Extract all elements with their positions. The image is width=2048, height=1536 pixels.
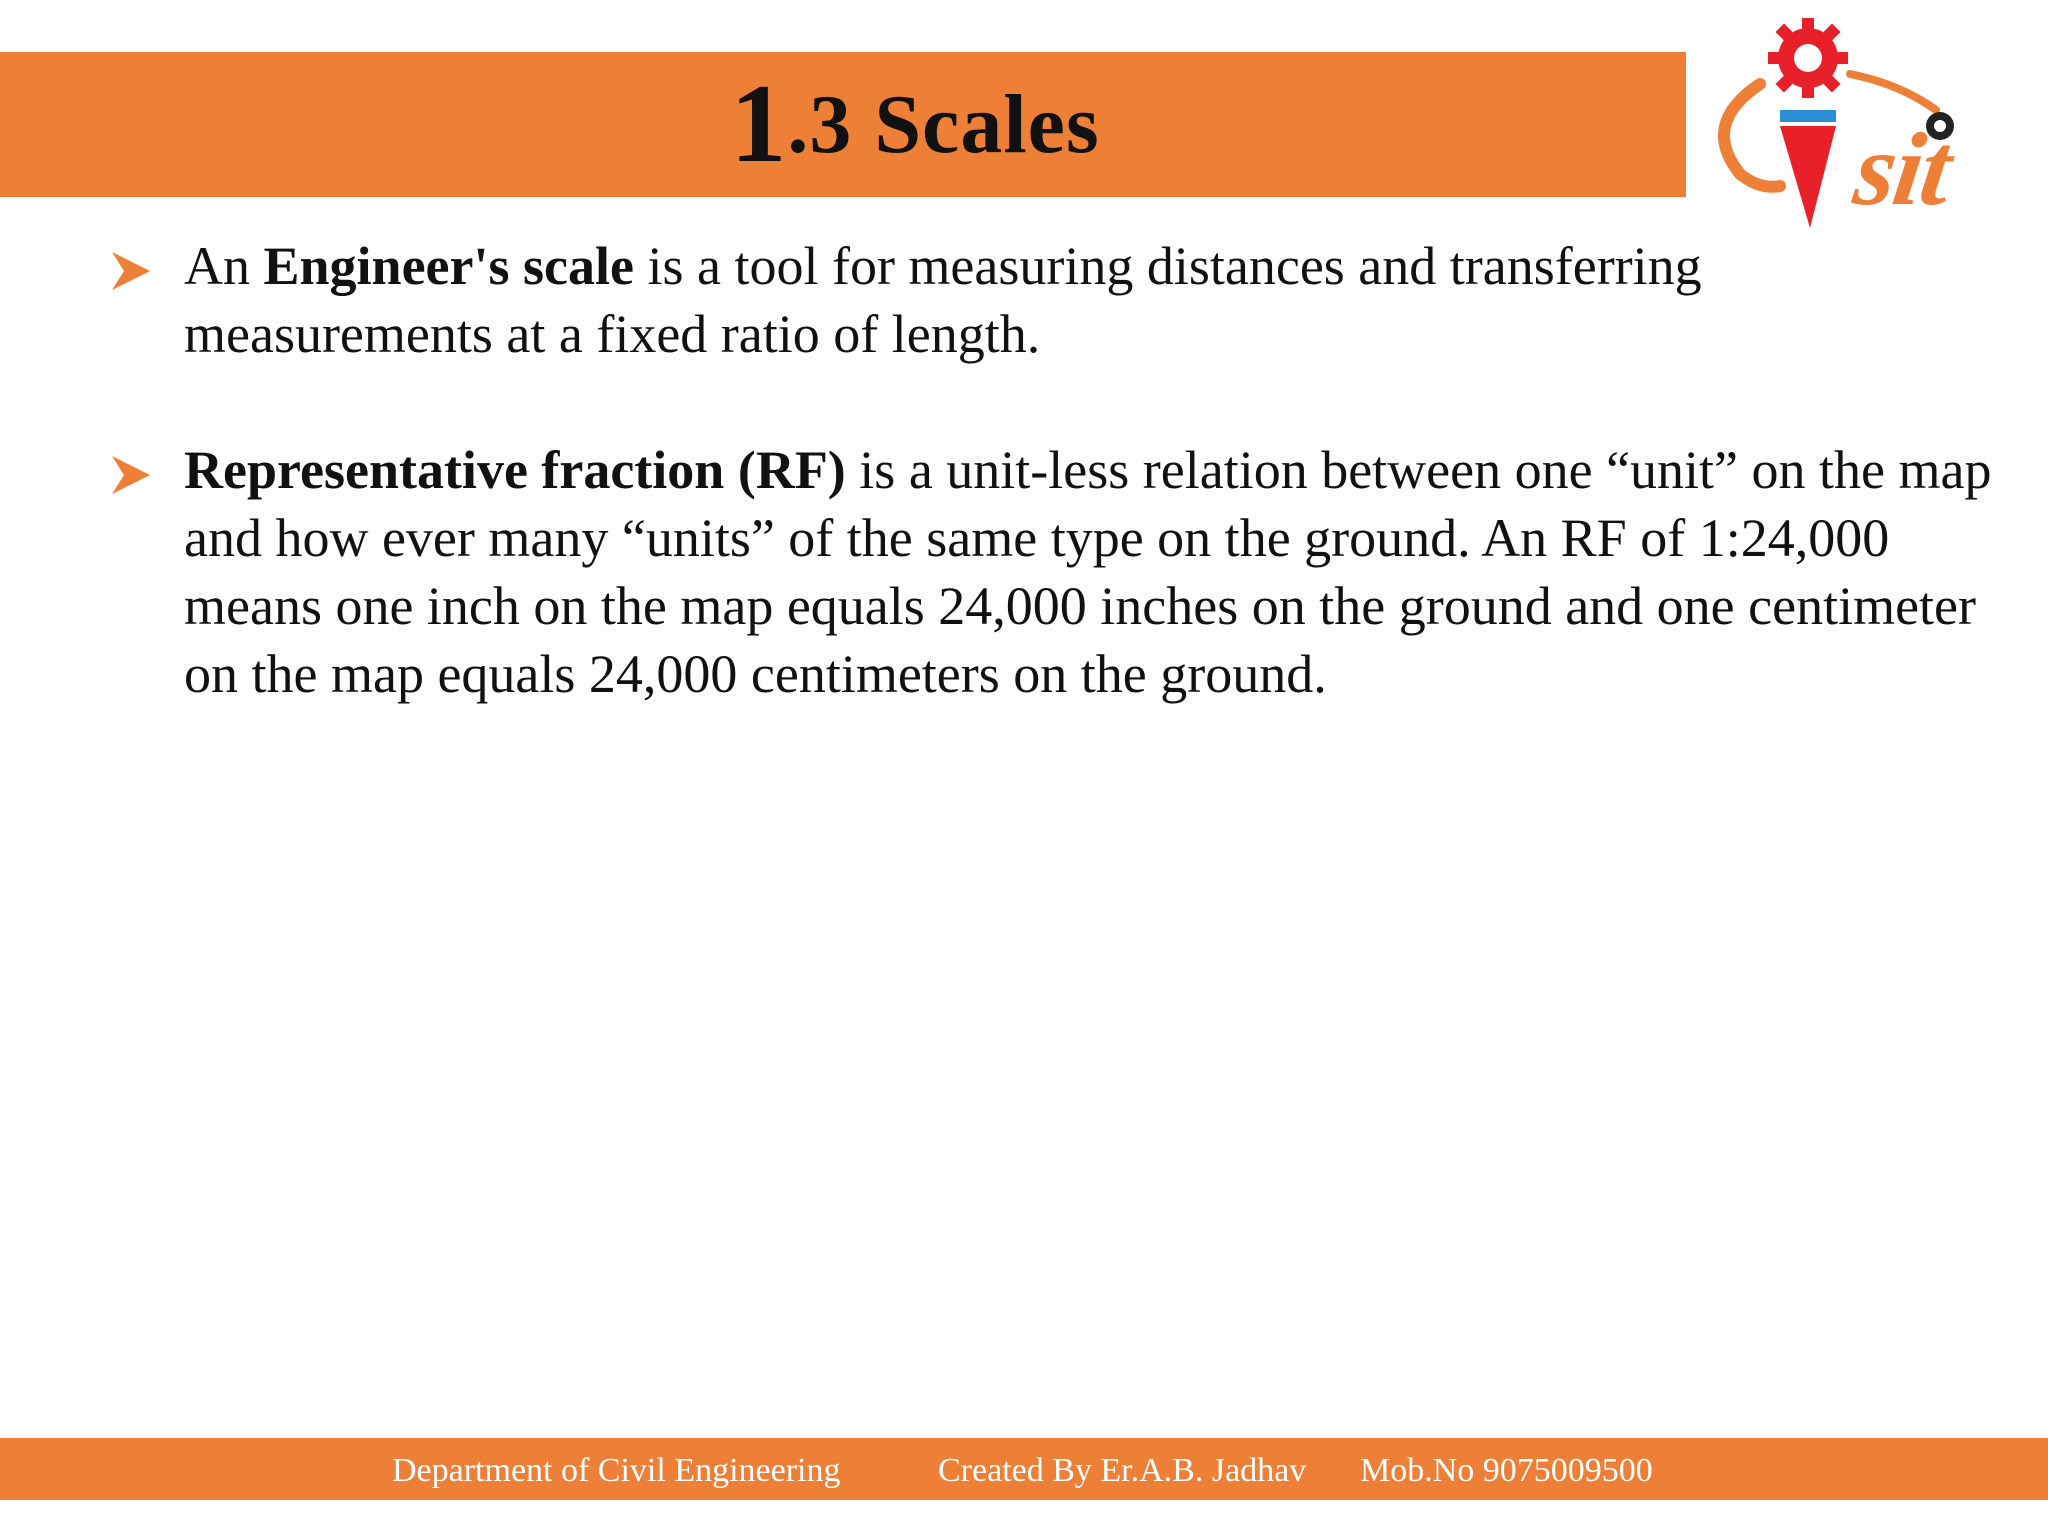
bullet-item (108, 436, 2008, 708)
footer-bar (0, 1438, 2048, 1500)
compass-icon (1780, 110, 1836, 228)
logo-text: sit (1847, 112, 1957, 227)
bullet-body: is a tool for measuring distances and transferring measurements at a fixed ratio of length. (184, 236, 1702, 364)
title-rest: .3 Scales (787, 78, 1100, 171)
footer-department: Department of Civil Engineering (392, 1452, 841, 1489)
bullet-text (184, 436, 2008, 708)
bullet-item (108, 232, 2008, 368)
bullet-term: Representative fraction (RF) (184, 440, 846, 500)
bullet-pre: An (184, 236, 264, 296)
gear-icon (1768, 18, 1848, 98)
arrow-bullet-icon (108, 248, 154, 294)
footer-mobile: Mob.No 9075009500 (1360, 1452, 1653, 1489)
title-number: 1 (730, 62, 788, 186)
bullet-term: Engineer's scale (263, 236, 634, 296)
bullet-body: is a unit-less relation between one “unit” on the map and how ever many “units” of the same type on the ground. An RF of 1:24,000 means one inch on the map equals 24,000 inches on the ground and one centimeter on the map equals 24,000 centimeters on the ground. (184, 440, 1992, 704)
slide-title (0, 52, 1830, 197)
bullet-text (184, 232, 2008, 368)
arrow-bullet-icon (108, 452, 154, 498)
footer-created-by: Created By Er.A.B. Jadhav (938, 1452, 1307, 1489)
